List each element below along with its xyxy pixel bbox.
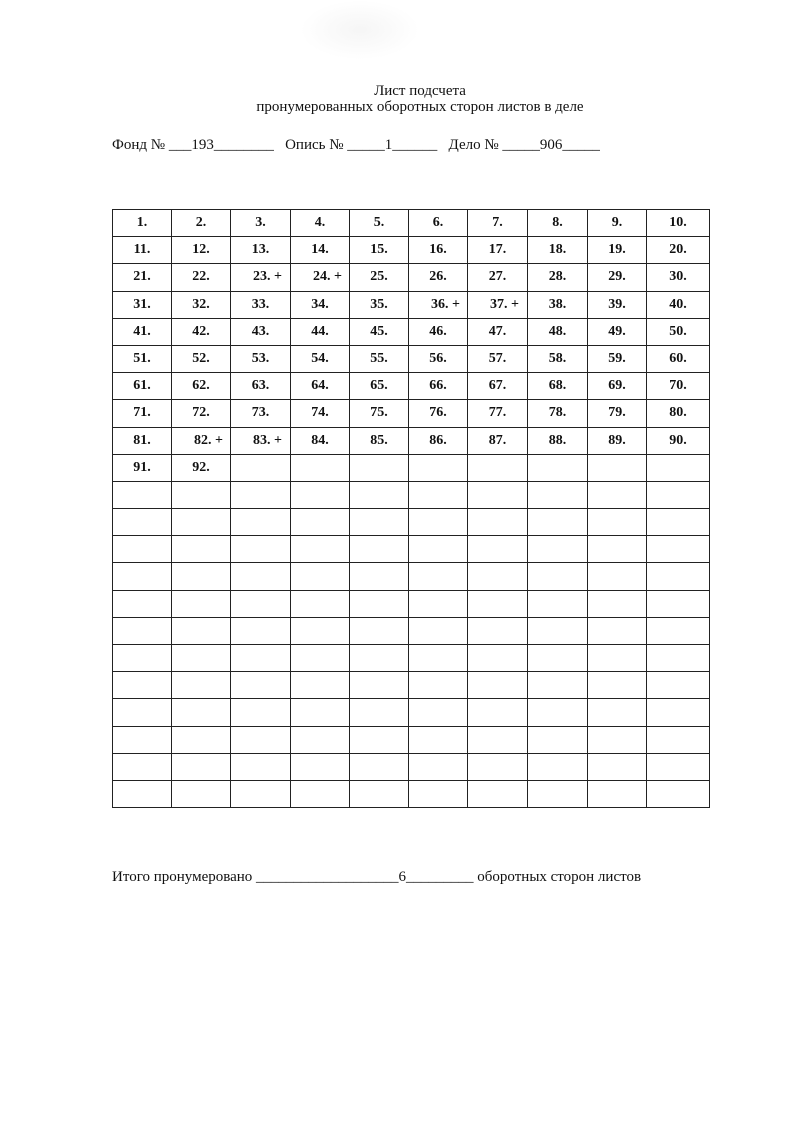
table-cell — [113, 563, 172, 590]
table-cell: 7. — [468, 210, 528, 237]
table-cell: 23. + — [231, 264, 291, 291]
table-cell — [468, 617, 528, 644]
table-cell — [588, 617, 647, 644]
table-cell — [647, 536, 710, 563]
table-cell — [528, 672, 588, 699]
total-suffix: оборотных сторон листов — [477, 869, 642, 885]
table-row — [113, 536, 710, 563]
table-cell: 43. — [231, 318, 291, 345]
table-cell — [172, 509, 231, 536]
table-cell: 41. — [113, 318, 172, 345]
table-row — [113, 672, 710, 699]
table-cell — [647, 454, 710, 481]
table-cell: 22. — [172, 264, 231, 291]
table-cell — [528, 536, 588, 563]
table-cell: 8. — [528, 210, 588, 237]
table-row — [113, 481, 710, 508]
table-cell: 71. — [113, 400, 172, 427]
table-cell: 34. — [291, 291, 350, 318]
table-cell: 19. — [588, 237, 647, 264]
table-cell — [468, 726, 528, 753]
table-cell: 40. — [647, 291, 710, 318]
table-cell — [468, 699, 528, 726]
table-row — [113, 345, 710, 372]
table-row — [113, 617, 710, 644]
table-cell — [291, 454, 350, 481]
table-cell: 92. — [172, 454, 231, 481]
table-cell — [231, 753, 291, 780]
table-cell — [350, 617, 409, 644]
table-cell: 38. — [528, 291, 588, 318]
table-cell: 69. — [588, 373, 647, 400]
table-cell: 63. — [231, 373, 291, 400]
table-cell — [172, 726, 231, 753]
table-cell — [172, 780, 231, 807]
table-cell: 50. — [647, 318, 710, 345]
table-cell: 35. — [350, 291, 409, 318]
table-cell — [350, 536, 409, 563]
table-cell — [528, 454, 588, 481]
table-cell — [647, 753, 710, 780]
table-cell — [113, 726, 172, 753]
table-cell — [409, 536, 468, 563]
table-cell — [291, 536, 350, 563]
table-cell — [468, 563, 528, 590]
table-cell — [172, 536, 231, 563]
table-cell — [588, 645, 647, 672]
table-cell: 65. — [350, 373, 409, 400]
table-cell — [409, 617, 468, 644]
table-cell — [409, 509, 468, 536]
table-cell: 88. — [528, 427, 588, 454]
table-cell: 45. — [350, 318, 409, 345]
opis-value: 1 — [384, 137, 393, 153]
table-cell — [350, 645, 409, 672]
table-cell — [231, 726, 291, 753]
table-cell: 21. — [113, 264, 172, 291]
table-cell — [528, 645, 588, 672]
table-cell — [528, 617, 588, 644]
table-cell: 85. — [350, 427, 409, 454]
table-cell — [291, 617, 350, 644]
table-cell: 36. + — [409, 291, 468, 318]
table-cell — [588, 726, 647, 753]
table-cell: 55. — [350, 345, 409, 372]
table-cell — [231, 645, 291, 672]
table-cell: 24. + — [291, 264, 350, 291]
table-cell: 15. — [350, 237, 409, 264]
table-cell — [291, 563, 350, 590]
table-cell — [647, 726, 710, 753]
table-cell — [172, 563, 231, 590]
table-cell: 75. — [350, 400, 409, 427]
table-cell: 77. — [468, 400, 528, 427]
total-label: Итого пронумеровано — [112, 869, 253, 885]
table-row — [113, 699, 710, 726]
table-cell — [350, 481, 409, 508]
table-cell — [588, 672, 647, 699]
table-cell: 1. — [113, 210, 172, 237]
table-cell: 78. — [528, 400, 588, 427]
table-cell — [231, 617, 291, 644]
table-cell — [409, 726, 468, 753]
table-cell — [588, 454, 647, 481]
table-cell — [528, 753, 588, 780]
table-cell — [291, 753, 350, 780]
table-cell — [172, 590, 231, 617]
table-cell: 33. — [231, 291, 291, 318]
table-cell — [350, 590, 409, 617]
table-cell: 13. — [231, 237, 291, 264]
table-cell — [231, 780, 291, 807]
table-cell — [647, 481, 710, 508]
table-cell: 31. — [113, 291, 172, 318]
table-cell — [468, 645, 528, 672]
table-cell: 47. — [468, 318, 528, 345]
table-cell: 58. — [528, 345, 588, 372]
total-value: 6 — [398, 869, 407, 885]
table-cell — [588, 590, 647, 617]
table-cell: 74. — [291, 400, 350, 427]
table-row — [113, 318, 710, 345]
table-cell — [291, 699, 350, 726]
table-cell — [350, 780, 409, 807]
table-cell: 4. — [291, 210, 350, 237]
table-cell — [231, 563, 291, 590]
table-cell: 90. — [647, 427, 710, 454]
table-cell: 6. — [409, 210, 468, 237]
table-cell: 44. — [291, 318, 350, 345]
table-cell: 32. — [172, 291, 231, 318]
table-cell: 81. — [113, 427, 172, 454]
table-cell — [113, 780, 172, 807]
table-row — [113, 509, 710, 536]
table-cell: 86. — [409, 427, 468, 454]
table-cell: 64. — [291, 373, 350, 400]
table-cell — [468, 590, 528, 617]
table-cell: 9. — [588, 210, 647, 237]
table-cell: 59. — [588, 345, 647, 372]
table-cell — [113, 672, 172, 699]
table-cell — [647, 509, 710, 536]
table-cell: 91. — [113, 454, 172, 481]
table-cell — [468, 780, 528, 807]
table-cell: 73. — [231, 400, 291, 427]
table-cell — [647, 645, 710, 672]
delo-label: Дело № — [448, 137, 499, 153]
table-row — [113, 210, 710, 237]
table-cell: 20. — [647, 237, 710, 264]
table-cell: 46. — [409, 318, 468, 345]
table-cell — [350, 454, 409, 481]
document-title: Лист подсчета — [374, 83, 466, 99]
table-cell — [350, 753, 409, 780]
table-cell — [588, 536, 647, 563]
table-cell — [647, 563, 710, 590]
table-cell — [647, 617, 710, 644]
table-cell: 52. — [172, 345, 231, 372]
table-row — [113, 563, 710, 590]
table-cell — [172, 753, 231, 780]
table-cell — [172, 481, 231, 508]
table-cell — [409, 753, 468, 780]
table-cell — [588, 563, 647, 590]
table-cell — [350, 563, 409, 590]
table-row — [113, 454, 710, 481]
table-cell: 56. — [409, 345, 468, 372]
table-cell: 28. — [528, 264, 588, 291]
table-cell — [172, 672, 231, 699]
table-cell: 29. — [588, 264, 647, 291]
table-cell: 51. — [113, 345, 172, 372]
table-cell — [588, 780, 647, 807]
table-cell — [588, 509, 647, 536]
table-cell — [350, 699, 409, 726]
table-cell — [291, 726, 350, 753]
table-cell: 30. — [647, 264, 710, 291]
table-cell: 25. — [350, 264, 409, 291]
table-cell: 18. — [528, 237, 588, 264]
table-cell: 84. — [291, 427, 350, 454]
table-cell — [409, 454, 468, 481]
table-row — [113, 645, 710, 672]
scan-artifact — [300, 0, 420, 60]
table-cell — [350, 509, 409, 536]
table-cell: 60. — [647, 345, 710, 372]
table-cell — [231, 481, 291, 508]
table-row — [113, 780, 710, 807]
table-cell — [468, 672, 528, 699]
table-cell — [528, 481, 588, 508]
table-cell — [291, 481, 350, 508]
table-cell: 49. — [588, 318, 647, 345]
table-cell: 2. — [172, 210, 231, 237]
table-cell — [113, 590, 172, 617]
table-cell: 16. — [409, 237, 468, 264]
table-cell — [528, 726, 588, 753]
table-cell: 66. — [409, 373, 468, 400]
table-cell — [409, 672, 468, 699]
table-row — [113, 237, 710, 264]
table-cell — [113, 753, 172, 780]
table-cell — [113, 536, 172, 563]
table-cell — [231, 590, 291, 617]
table-cell — [231, 536, 291, 563]
table-cell — [113, 645, 172, 672]
table-cell — [231, 454, 291, 481]
table-cell: 27. — [468, 264, 528, 291]
table-cell: 87. — [468, 427, 528, 454]
table-row — [113, 291, 710, 318]
table-cell — [291, 509, 350, 536]
table-cell — [291, 645, 350, 672]
table-cell — [291, 590, 350, 617]
table-row — [113, 753, 710, 780]
table-cell — [231, 509, 291, 536]
table-cell — [172, 617, 231, 644]
table-cell — [468, 454, 528, 481]
table-cell — [588, 699, 647, 726]
table-row — [113, 400, 710, 427]
total-line: Итого пронумеровано ___________________6_________ оборотных сторон листов — [112, 869, 642, 885]
archive-reference: Фонд № ___193________ Опись № _____1______ Дело № _____906_____ — [112, 137, 600, 153]
table-cell — [409, 780, 468, 807]
delo-value: 906 — [539, 137, 563, 153]
table-row — [113, 726, 710, 753]
table-row — [113, 264, 710, 291]
fond-value: 193 — [191, 137, 214, 153]
table-cell — [409, 481, 468, 508]
table-cell: 17. — [468, 237, 528, 264]
table-cell: 53. — [231, 345, 291, 372]
table-cell: 79. — [588, 400, 647, 427]
table-cell: 42. — [172, 318, 231, 345]
table-cell — [409, 699, 468, 726]
opis-label: Опись № — [285, 137, 344, 153]
table-cell: 39. — [588, 291, 647, 318]
table-cell — [468, 753, 528, 780]
table-cell — [409, 563, 468, 590]
table-cell — [113, 509, 172, 536]
table-cell: 70. — [647, 373, 710, 400]
table-cell: 11. — [113, 237, 172, 264]
table-cell — [528, 590, 588, 617]
table-cell — [647, 699, 710, 726]
table-cell — [350, 672, 409, 699]
table-cell — [588, 481, 647, 508]
table-cell — [528, 699, 588, 726]
table-cell: 10. — [647, 210, 710, 237]
table-cell — [291, 672, 350, 699]
table-cell — [528, 509, 588, 536]
sheet-count-table — [112, 209, 710, 808]
table-cell: 48. — [528, 318, 588, 345]
table-cell: 82. + — [172, 427, 231, 454]
table-cell — [409, 590, 468, 617]
table-cell: 12. — [172, 237, 231, 264]
table-cell: 62. — [172, 373, 231, 400]
table-cell — [113, 481, 172, 508]
table-cell: 61. — [113, 373, 172, 400]
table-cell — [588, 753, 647, 780]
table-cell — [172, 699, 231, 726]
table-cell: 26. — [409, 264, 468, 291]
table-cell — [113, 617, 172, 644]
table-row — [113, 427, 710, 454]
table-cell — [468, 509, 528, 536]
table-cell: 89. — [588, 427, 647, 454]
table-cell: 54. — [291, 345, 350, 372]
table-cell: 72. — [172, 400, 231, 427]
table-cell — [468, 481, 528, 508]
table-cell: 3. — [231, 210, 291, 237]
table-cell: 83. + — [231, 427, 291, 454]
table-cell: 68. — [528, 373, 588, 400]
table-row — [113, 373, 710, 400]
table-cell: 57. — [468, 345, 528, 372]
document-subtitle: пронумерованных оборотных сторон листов в деле — [256, 99, 584, 115]
table-cell: 37. + — [468, 291, 528, 318]
table-cell — [468, 536, 528, 563]
fond-label: Фонд № — [112, 137, 166, 153]
table-cell — [350, 726, 409, 753]
table-row — [113, 590, 710, 617]
table-cell: 76. — [409, 400, 468, 427]
table-cell: 5. — [350, 210, 409, 237]
table-cell — [528, 780, 588, 807]
table-cell: 80. — [647, 400, 710, 427]
table-cell — [172, 645, 231, 672]
table-cell — [647, 590, 710, 617]
table-cell — [647, 780, 710, 807]
table-cell — [291, 780, 350, 807]
table-cell — [231, 672, 291, 699]
table-cell: 67. — [468, 373, 528, 400]
table-cell — [113, 699, 172, 726]
table-cell — [647, 672, 710, 699]
table-cell — [528, 563, 588, 590]
table-cell — [409, 645, 468, 672]
table-cell: 14. — [291, 237, 350, 264]
table-cell — [231, 699, 291, 726]
